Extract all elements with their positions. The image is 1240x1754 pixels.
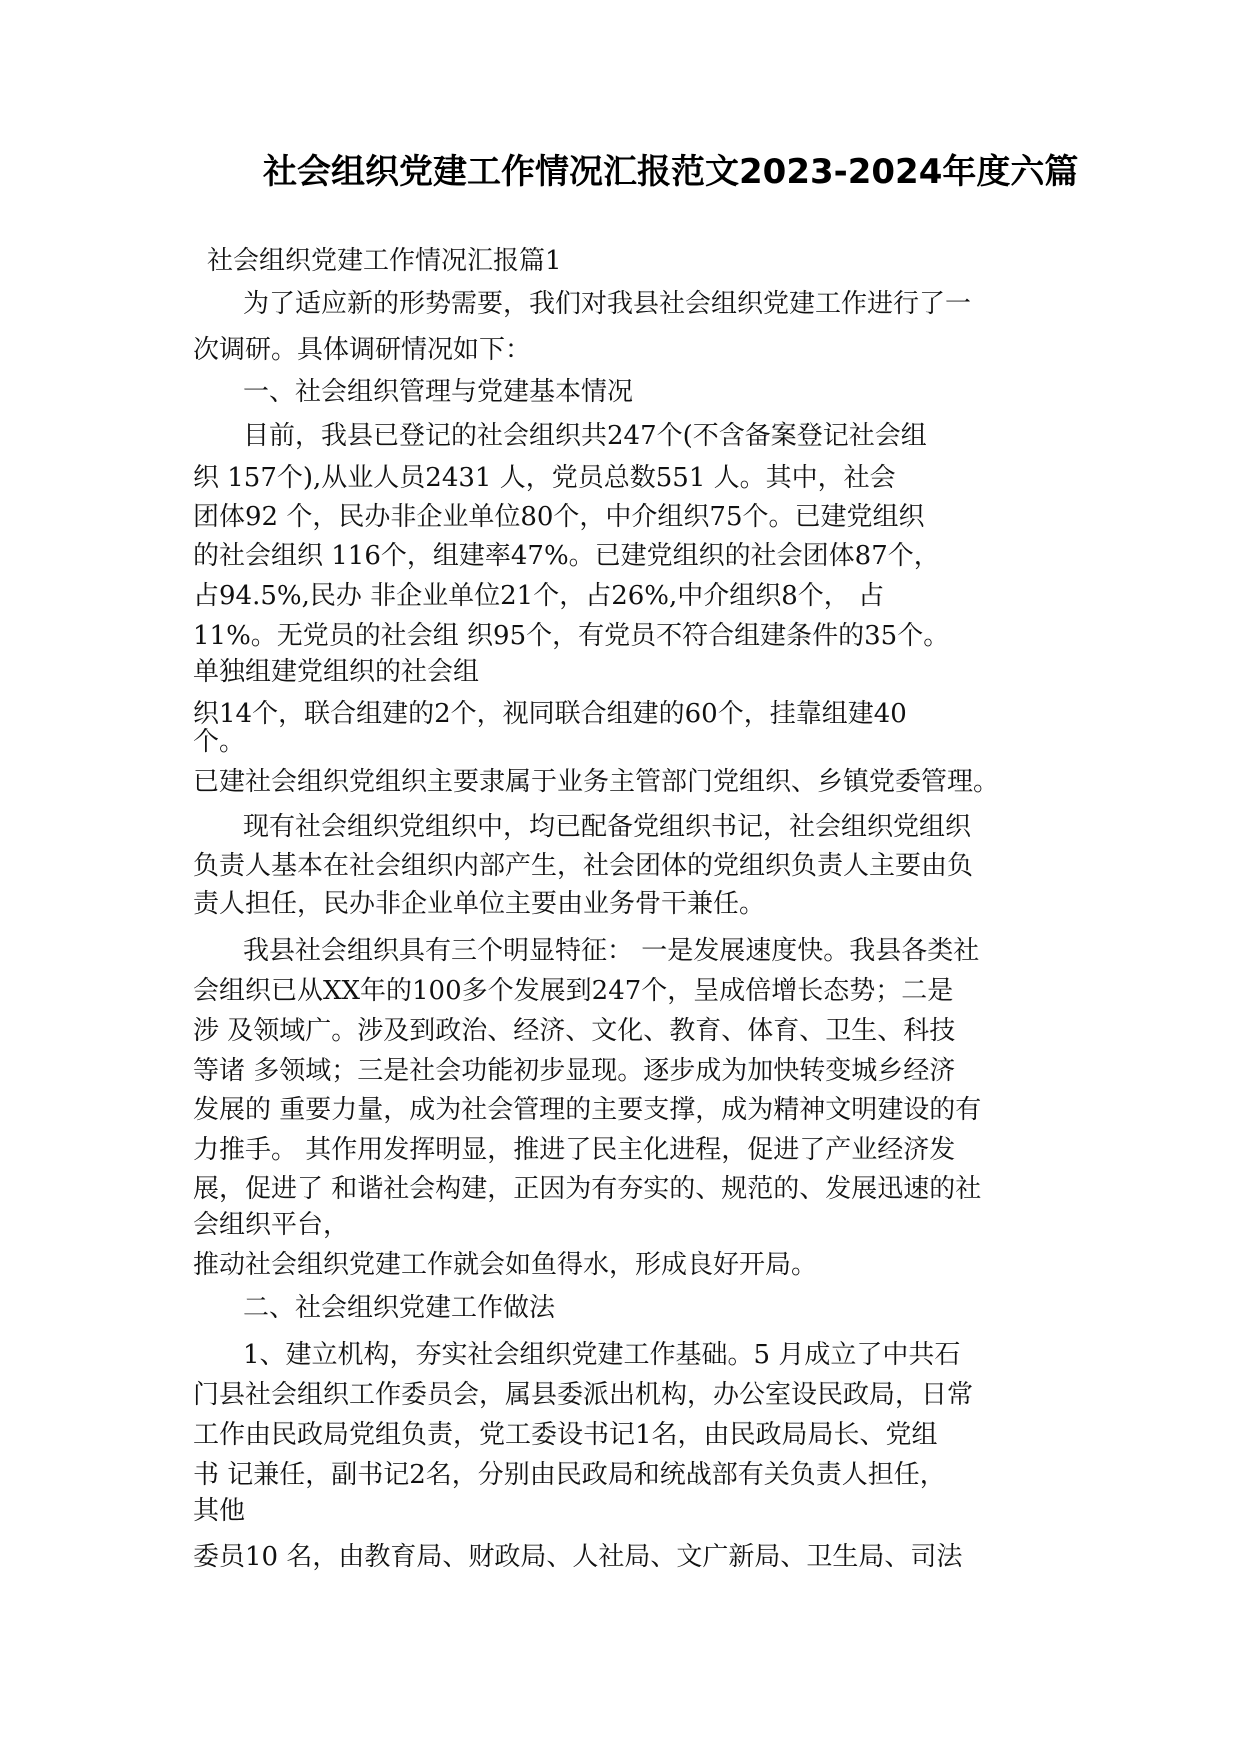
- subsection-heading: 一、社会组织管理与党建基本情况: [243, 377, 634, 407]
- paragraph-line: 会组织已从XX年的100多个发展到247个，呈成倍增长态势；二是: [193, 976, 954, 1006]
- paragraph-line: 涉 及领域广。涉及到政治、经济、文化、教育、体育、卫生、科技: [193, 1016, 956, 1046]
- paragraph-line: 1、建立机构，夯实社会组织党建工作基础。5 月成立了中共石: [243, 1340, 961, 1370]
- paragraph-line: 书 记兼任，副书记2名，分别由民政局和统战部有关负责人担任，: [193, 1460, 946, 1490]
- paragraph-line: 发展的 重要力量，成为社会管理的主要支撑，成为精神文明建设的有: [193, 1095, 982, 1125]
- paragraph-line: 次调研。具体调研情况如下：: [193, 335, 532, 365]
- paragraph-line: 织 157个),从业人员2431 人，党员总数551 人。其中，社会: [193, 463, 896, 493]
- paragraph-line: 为了适应新的形势需要，我们对我县社会组织党建工作进行了一: [243, 289, 972, 319]
- paragraph-line: 现有社会组织党组织中，均已配备党组织书记，社会组织党组织: [243, 812, 972, 842]
- paragraph-line: 其他: [193, 1496, 246, 1526]
- paragraph-line: 会组织平台，: [193, 1210, 350, 1240]
- subsection-heading: 二、社会组织党建工作做法: [243, 1293, 556, 1323]
- paragraph-line: 团体92 个，民办非企业单位80个，中介组织75个。已建党组织: [193, 502, 925, 532]
- paragraph-line: 展，促进了 和谐社会构建，正因为有夯实的、规范的、发展迅速的社: [193, 1174, 982, 1204]
- page-title: 社会组织党建工作情况汇报范文2023-2024年度六篇: [263, 152, 1079, 192]
- paragraph-line: 目前，我县已登记的社会组织共247个(不含备案登记社会组: [243, 421, 927, 451]
- paragraph-line: 我县社会组织具有三个明显特征： 一是发展速度快。我县各类社: [243, 936, 980, 966]
- paragraph-line: 个。: [193, 727, 246, 757]
- paragraph-line: 11%。无党员的社会组 织95个，有党员不符合组建条件的35个。: [193, 621, 950, 651]
- paragraph-line: 单独组建党组织的社会组: [193, 657, 480, 687]
- paragraph-line: 等诸 多领域；三是社会功能初步显现。逐步成为加快转变城乡经济: [193, 1056, 956, 1086]
- paragraph-line: 工作由民政局党组负责，党工委设书记1名，由民政局局长、党组: [193, 1420, 938, 1450]
- paragraph-line: 门县社会组织工作委员会，属县委派出机构，办公室设民政局，日常: [193, 1380, 974, 1410]
- paragraph-line: 负责人基本在社会组织内部产生，社会团体的党组织负责人主要由负: [193, 851, 974, 881]
- paragraph-line: 推动社会组织党建工作就会如鱼得水，形成良好开局。: [193, 1250, 818, 1280]
- section-heading: 社会组织党建工作情况汇报篇1: [207, 246, 562, 276]
- paragraph-line: 力推手。 其作用发挥明显，推进了民主化进程，促进了产业经济发: [193, 1135, 956, 1165]
- paragraph-line: 责人担任，民办非企业单位主要由业务骨干兼任。: [193, 889, 766, 919]
- paragraph-line: 委员10 名，由教育局、财政局、人社局、文广新局、卫生局、司法: [193, 1542, 963, 1572]
- paragraph-line: 织14个，联合组建的2个，视同联合组建的60个，挂靠组建40: [193, 699, 907, 729]
- paragraph-line: 已建社会组织党组织主要隶属于业务主管部门党组织、乡镇党委管理。: [193, 767, 1000, 797]
- paragraph-line: 占94.5%,民办 非企业单位21个，占26%,中介组织8个， 占: [193, 581, 885, 611]
- paragraph-line: 的社会组织 116个，组建率47%。已建党组织的社会团体87个，: [193, 541, 940, 571]
